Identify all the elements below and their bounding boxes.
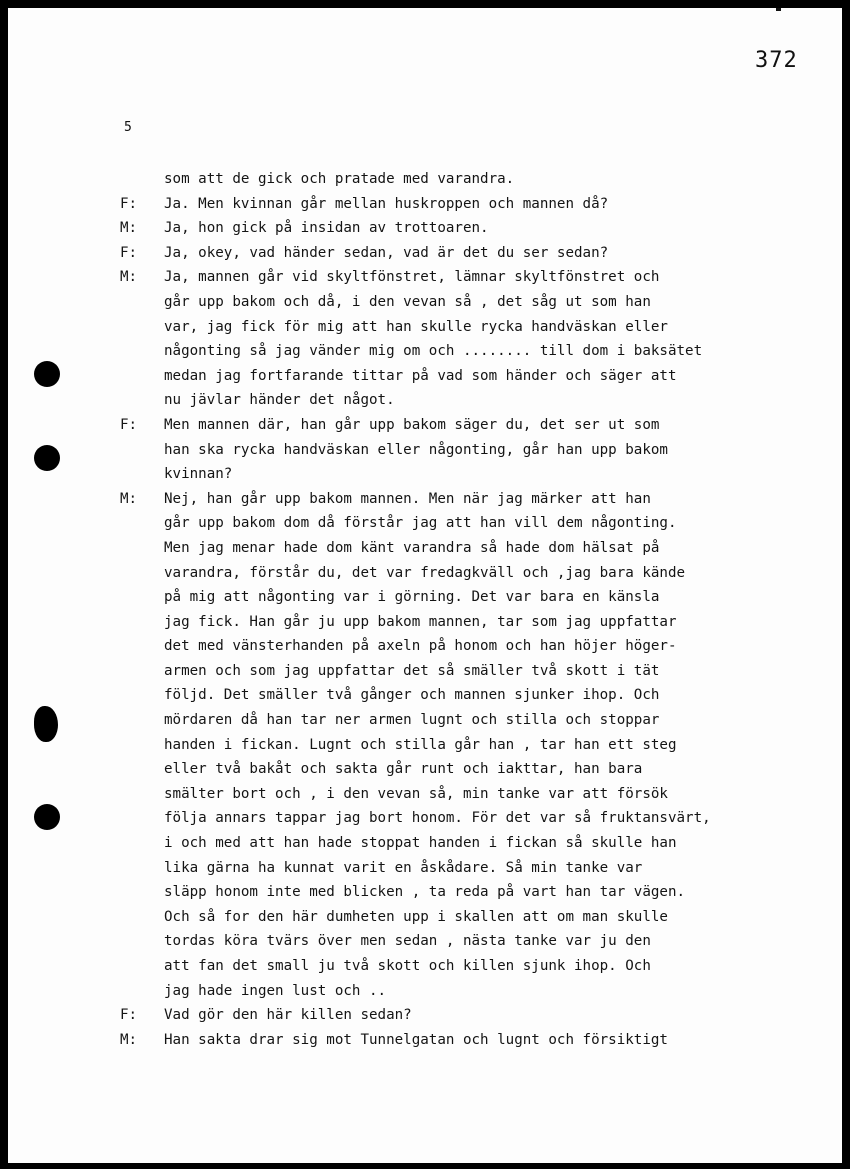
transcript-line <box>120 856 820 881</box>
punch-hole <box>34 445 60 471</box>
page-number: 372 <box>755 48 798 73</box>
line-text: någonting så jag vänder mig om och ........ till dom i baksätet <box>164 343 703 360</box>
line-text: han ska rycka handväskan eller någonting, går han upp bakom <box>164 441 668 458</box>
transcript-line <box>120 659 820 684</box>
line-text: som att de gick och pratade med varandra. <box>164 171 515 187</box>
line-text: tordas köra tvärs över men sedan , nästa tanke var ju den <box>164 933 651 950</box>
speaker-label: M: <box>120 490 138 507</box>
line-text: följd. Det smäller två gånger och mannen sjunker ihop. Och <box>164 687 660 704</box>
speaker-label: M: <box>120 220 138 237</box>
transcript-line <box>120 290 820 315</box>
line-text: kvinnan? <box>164 466 233 483</box>
line-text: lika gärna ha kunnat varit en åskådare. Så min tanke var <box>164 859 643 876</box>
line-text: medan jag fortfarande tittar på vad som händer och säger att <box>164 367 677 384</box>
section-mark: 5 <box>124 120 132 135</box>
transcript-line <box>120 610 820 635</box>
scan-mark <box>776 8 781 11</box>
document-page <box>8 8 842 1163</box>
line-text: Nej, han går upp bakom mannen. Men när jag märker att han <box>164 490 651 507</box>
transcript-line <box>120 167 820 192</box>
line-text: jag hade ingen lust och .. <box>164 982 387 999</box>
transcript-line <box>120 216 820 241</box>
transcript-line <box>120 979 820 1004</box>
speaker-label: F: <box>120 416 138 433</box>
line-text: Ja, hon gick på insidan av trottoaren. <box>164 220 489 237</box>
transcript-line <box>120 241 820 266</box>
transcript-line <box>120 929 820 954</box>
transcript-line <box>120 733 820 758</box>
transcript-line <box>120 511 820 536</box>
transcript-line <box>120 683 820 708</box>
speaker-label: F: <box>120 244 138 261</box>
transcript-line <box>120 265 820 290</box>
line-text: Vad gör den här killen sedan? <box>164 1007 412 1024</box>
line-text: går upp bakom dom då förstår jag att han vill dem någonting. <box>164 515 677 532</box>
punch-hole <box>34 804 60 830</box>
transcript-line <box>120 954 820 979</box>
line-text: Ja. Men kvinnan går mellan huskroppen och mannen då? <box>164 195 609 212</box>
line-text: Men jag menar hade dom känt varandra så hade dom hälsat på <box>164 539 660 556</box>
transcript-line <box>120 462 820 487</box>
speaker-label: M: <box>120 1031 138 1048</box>
transcript-line <box>120 757 820 782</box>
transcript-line <box>120 561 820 586</box>
transcript-line <box>120 880 820 905</box>
line-text: det med vänsterhanden på axeln på honom och han höjer höger- <box>164 638 677 655</box>
line-text: eller två bakåt och sakta går runt och iakttar, han bara <box>164 761 643 778</box>
transcript-line <box>120 364 820 389</box>
line-text: handen i fickan. Lugnt och stilla går han , tar han ett steg <box>164 736 677 753</box>
transcript-line <box>120 782 820 807</box>
line-text: Och så for den här dumheten upp i skallen att om man skulle <box>164 908 668 925</box>
punch-hole <box>34 706 58 742</box>
punch-hole <box>34 361 60 387</box>
speaker-label: F: <box>120 195 138 212</box>
transcript-line <box>120 708 820 733</box>
transcript-line <box>120 438 820 463</box>
transcript-line <box>120 634 820 659</box>
line-text: att fan det small ju två skott och killen sjunk ihop. Och <box>164 958 651 974</box>
transcript-line <box>120 585 820 610</box>
line-text: armen och som jag uppfattar det så smäller två skott i tät <box>164 662 660 679</box>
line-text: släpp honom inte med blicken , ta reda på vart han tar vägen. <box>164 884 686 901</box>
line-text: Han sakta drar sig mot Tunnelgatan och lugnt och försiktigt <box>164 1031 668 1048</box>
transcript-line <box>120 1028 820 1053</box>
transcript-line <box>120 315 820 340</box>
transcript-body <box>120 167 820 1052</box>
line-text: var, jag fick för mig att han skulle rycka handväskan eller <box>164 318 668 335</box>
line-text: Ja, okey, vad händer sedan, vad är det du ser sedan? <box>164 244 609 261</box>
line-text: nu jävlar händer det något. <box>164 392 395 409</box>
line-text: går upp bakom och då, i den vevan så , det såg ut som han <box>164 293 651 310</box>
line-text: smälter bort och , i den vevan så, min tanke var att försök <box>164 785 668 802</box>
transcript-line <box>120 1003 820 1028</box>
speaker-label: F: <box>120 1007 138 1024</box>
line-text: på mig att någonting var i görning. Det var bara en känsla <box>164 589 660 606</box>
line-text: varandra, förstår du, det var fredagkväll och ,jag bara kände <box>164 564 686 581</box>
line-text: följa annars tappar jag bort honom. För det var så fruktansvärt, <box>164 810 711 827</box>
transcript-line <box>120 192 820 217</box>
speaker-label: M: <box>120 269 138 286</box>
line-text: mördaren då han tar ner armen lugnt och stilla och stoppar <box>164 712 660 729</box>
transcript-line <box>120 339 820 364</box>
line-text: Men mannen där, han går upp bakom säger du, det ser ut som <box>164 416 660 433</box>
transcript-line <box>120 487 820 512</box>
transcript-line <box>120 413 820 438</box>
transcript-line <box>120 536 820 561</box>
line-text: Ja, mannen går vid skyltfönstret, lämnar skyltfönstret och <box>164 269 660 286</box>
transcript-line <box>120 388 820 413</box>
line-text: jag fick. Han går ju upp bakom mannen, tar som jag uppfattar <box>164 613 677 630</box>
transcript-line <box>120 831 820 856</box>
transcript-line <box>120 905 820 930</box>
line-text: i och med att han hade stoppat handen i fickan så skulle han <box>164 835 677 852</box>
transcript-line <box>120 806 820 831</box>
